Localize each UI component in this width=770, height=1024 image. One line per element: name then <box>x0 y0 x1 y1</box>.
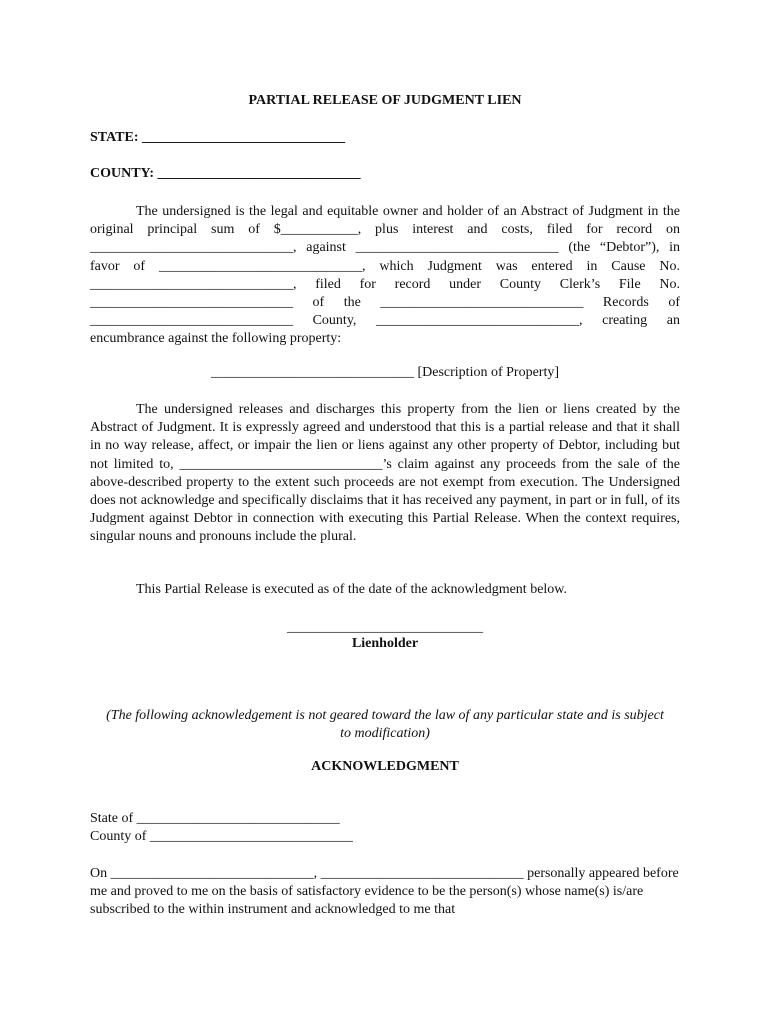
release-paragraph-2: The undersigned releases and discharges this property from the lien or liens created by the Abstract of Judgment. It is expressly agreed and understood that this is a partial release and that it shall in no way release, affect, or impair the lien or liens against any other property of Debtor, including but not limited to, _____________________________’s claim against any proceeds from the sale of the above-described property to the extent such proceeds are not exempt from execution. The Undersigned does not acknowledge and specifically disclaims that it has received any payment, in part or in full, of its Judgment against Debtor in connection with executing this Partial Release. When the context requires, singular nouns and pronouns include the plural. <box>90 402 680 545</box>
lienholder-signature-block <box>0 620 770 652</box>
ack-paragraph: On _____________________________, _____________________________ personally appeared before me and proved to me on the basis of satisfactory evidence to be the person(s) whose name(s) is/are subscribed to the within instrument and acknowledged to me that <box>90 866 679 918</box>
state-field: STATE: _____________________________ <box>90 130 345 145</box>
release-paragraph-3: This Partial Release is executed as of the date of the acknowledgment below. <box>136 582 567 597</box>
acknowledgement-note: (The following acknowledgement is not geared toward the law of any particular state and is subject to modification) <box>106 708 664 741</box>
ack-county-field: County of _____________________________ <box>90 829 353 844</box>
release-paragraph-1: The undersigned is the legal and equitable owner and holder of an Abstract of Judgment in the original principal sum of $___________, plus interest and costs, filed for record on _____________________________, against _____________________________ (the “Debtor”), in favor of _____________________________, which Judgment was entered in Cause No. _____________________________, filed for record under County Clerk’s File No. _____________________________ of the _____________________________ Records of _____________________________ County, _____________________________, creating an encumbrance against the following property: <box>90 204 680 347</box>
signature-line: ____________________________ <box>287 620 483 635</box>
ack-state-field: State of _____________________________ <box>90 811 340 826</box>
property-description-line: _____________________________ [Description of Property] <box>210 365 560 380</box>
county-field: COUNTY: _____________________________ <box>90 166 361 181</box>
lienholder-label: Lienholder <box>351 636 419 651</box>
document-title: PARTIAL RELEASE OF JUDGMENT LIEN <box>248 93 522 108</box>
acknowledgment-title: ACKNOWLEDGMENT <box>311 759 459 774</box>
